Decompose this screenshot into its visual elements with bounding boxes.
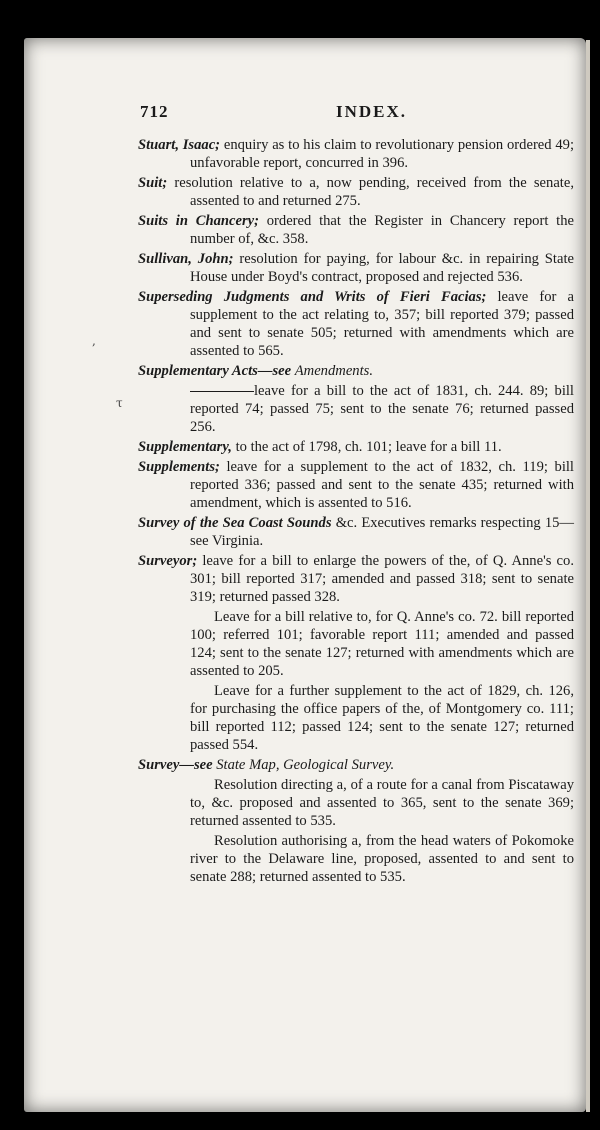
index-body: [138, 136, 574, 888]
index-entry-continued: Resolution directing a, of a route for a canal from Piscataway to, &c. proposed and assented to 365, sent to the senate 369; returned assented to 535.: [190, 777, 574, 829]
index-entry: Supplementary, to the act of 1798, ch. 101; leave for a bill 11.: [138, 439, 502, 455]
index-entry-continued: Leave for a bill relative to, for Q. Anne's co. 72. bill reported 100; referred 101; favorable report 111; amended and passed 124; sent to the senate 127; returned with amendments which are assented to 205.: [190, 609, 574, 679]
page-number: 712: [140, 102, 169, 121]
index-entry: Suit; resolution relative to a, now pending, received from the senate, assented to and returned 275.: [138, 175, 574, 209]
index-entry: Superseding Judgments and Writs of Fieri Facias; leave for a supplement to the act relating to, 357; bill reported 379; passed and sent to senate 505; returned with amendments which are assented to 565.: [138, 289, 574, 359]
margin-mark: ,: [92, 334, 96, 348]
page-title: INDEX.: [336, 102, 408, 121]
index-entry: Stuart, Isaac; enquiry as to his claim to revolutionary pension ordered 49; unfavorable report, concurred in 396.: [138, 137, 575, 171]
index-entry: Supplementary Acts—see Amendments.: [138, 363, 373, 379]
index-entry: Survey—see State Map, Geological Survey.: [138, 757, 395, 773]
ditto-rule: [190, 391, 254, 392]
page-edge: [586, 40, 590, 1112]
page-header: [140, 102, 560, 126]
index-entry: Sullivan, John; resolution for paying, for labour &c. in repairing State House under Boyd's contract, proposed and rejected 536.: [138, 251, 574, 285]
index-entry-continued: Leave for a further supplement to the act of 1829, ch. 126, for purchasing the office papers of the, of Montgomery co. 111; bill reported 112; passed 124; sent to the senate 127; returned passed 554.: [190, 683, 574, 753]
margin-mark: τ: [116, 396, 123, 410]
index-entry-continued: leave for a bill to the act of 1831, ch. 244. 89; bill reported 74; passed 75; sent to the senate 76; returned passed 256.: [190, 383, 574, 435]
index-entry: Survey of the Sea Coast Sounds &c. Executives remarks respecting 15—see Virginia.: [138, 515, 575, 549]
index-entry: Supplements; leave for a supplement to the act of 1832, ch. 119; bill reported 336; passed and sent to the senate 435; returned with amendment, which is assented to 516.: [138, 459, 574, 511]
index-entry-continued: Resolution authorising a, from the head waters of Pokomoke river to the Delaware line, proposed, assented to and sent to senate 288; returned assented to 535.: [190, 833, 574, 885]
index-entry: Suits in Chancery; ordered that the Register in Chancery report the number of, &c. 358.: [138, 213, 574, 247]
index-entry: Surveyor; leave for a bill to enlarge the powers of the, of Q. Anne's co. 301; bill reported 317; amended and passed 318; sent to senate 319; returned passed 328.: [138, 553, 574, 605]
